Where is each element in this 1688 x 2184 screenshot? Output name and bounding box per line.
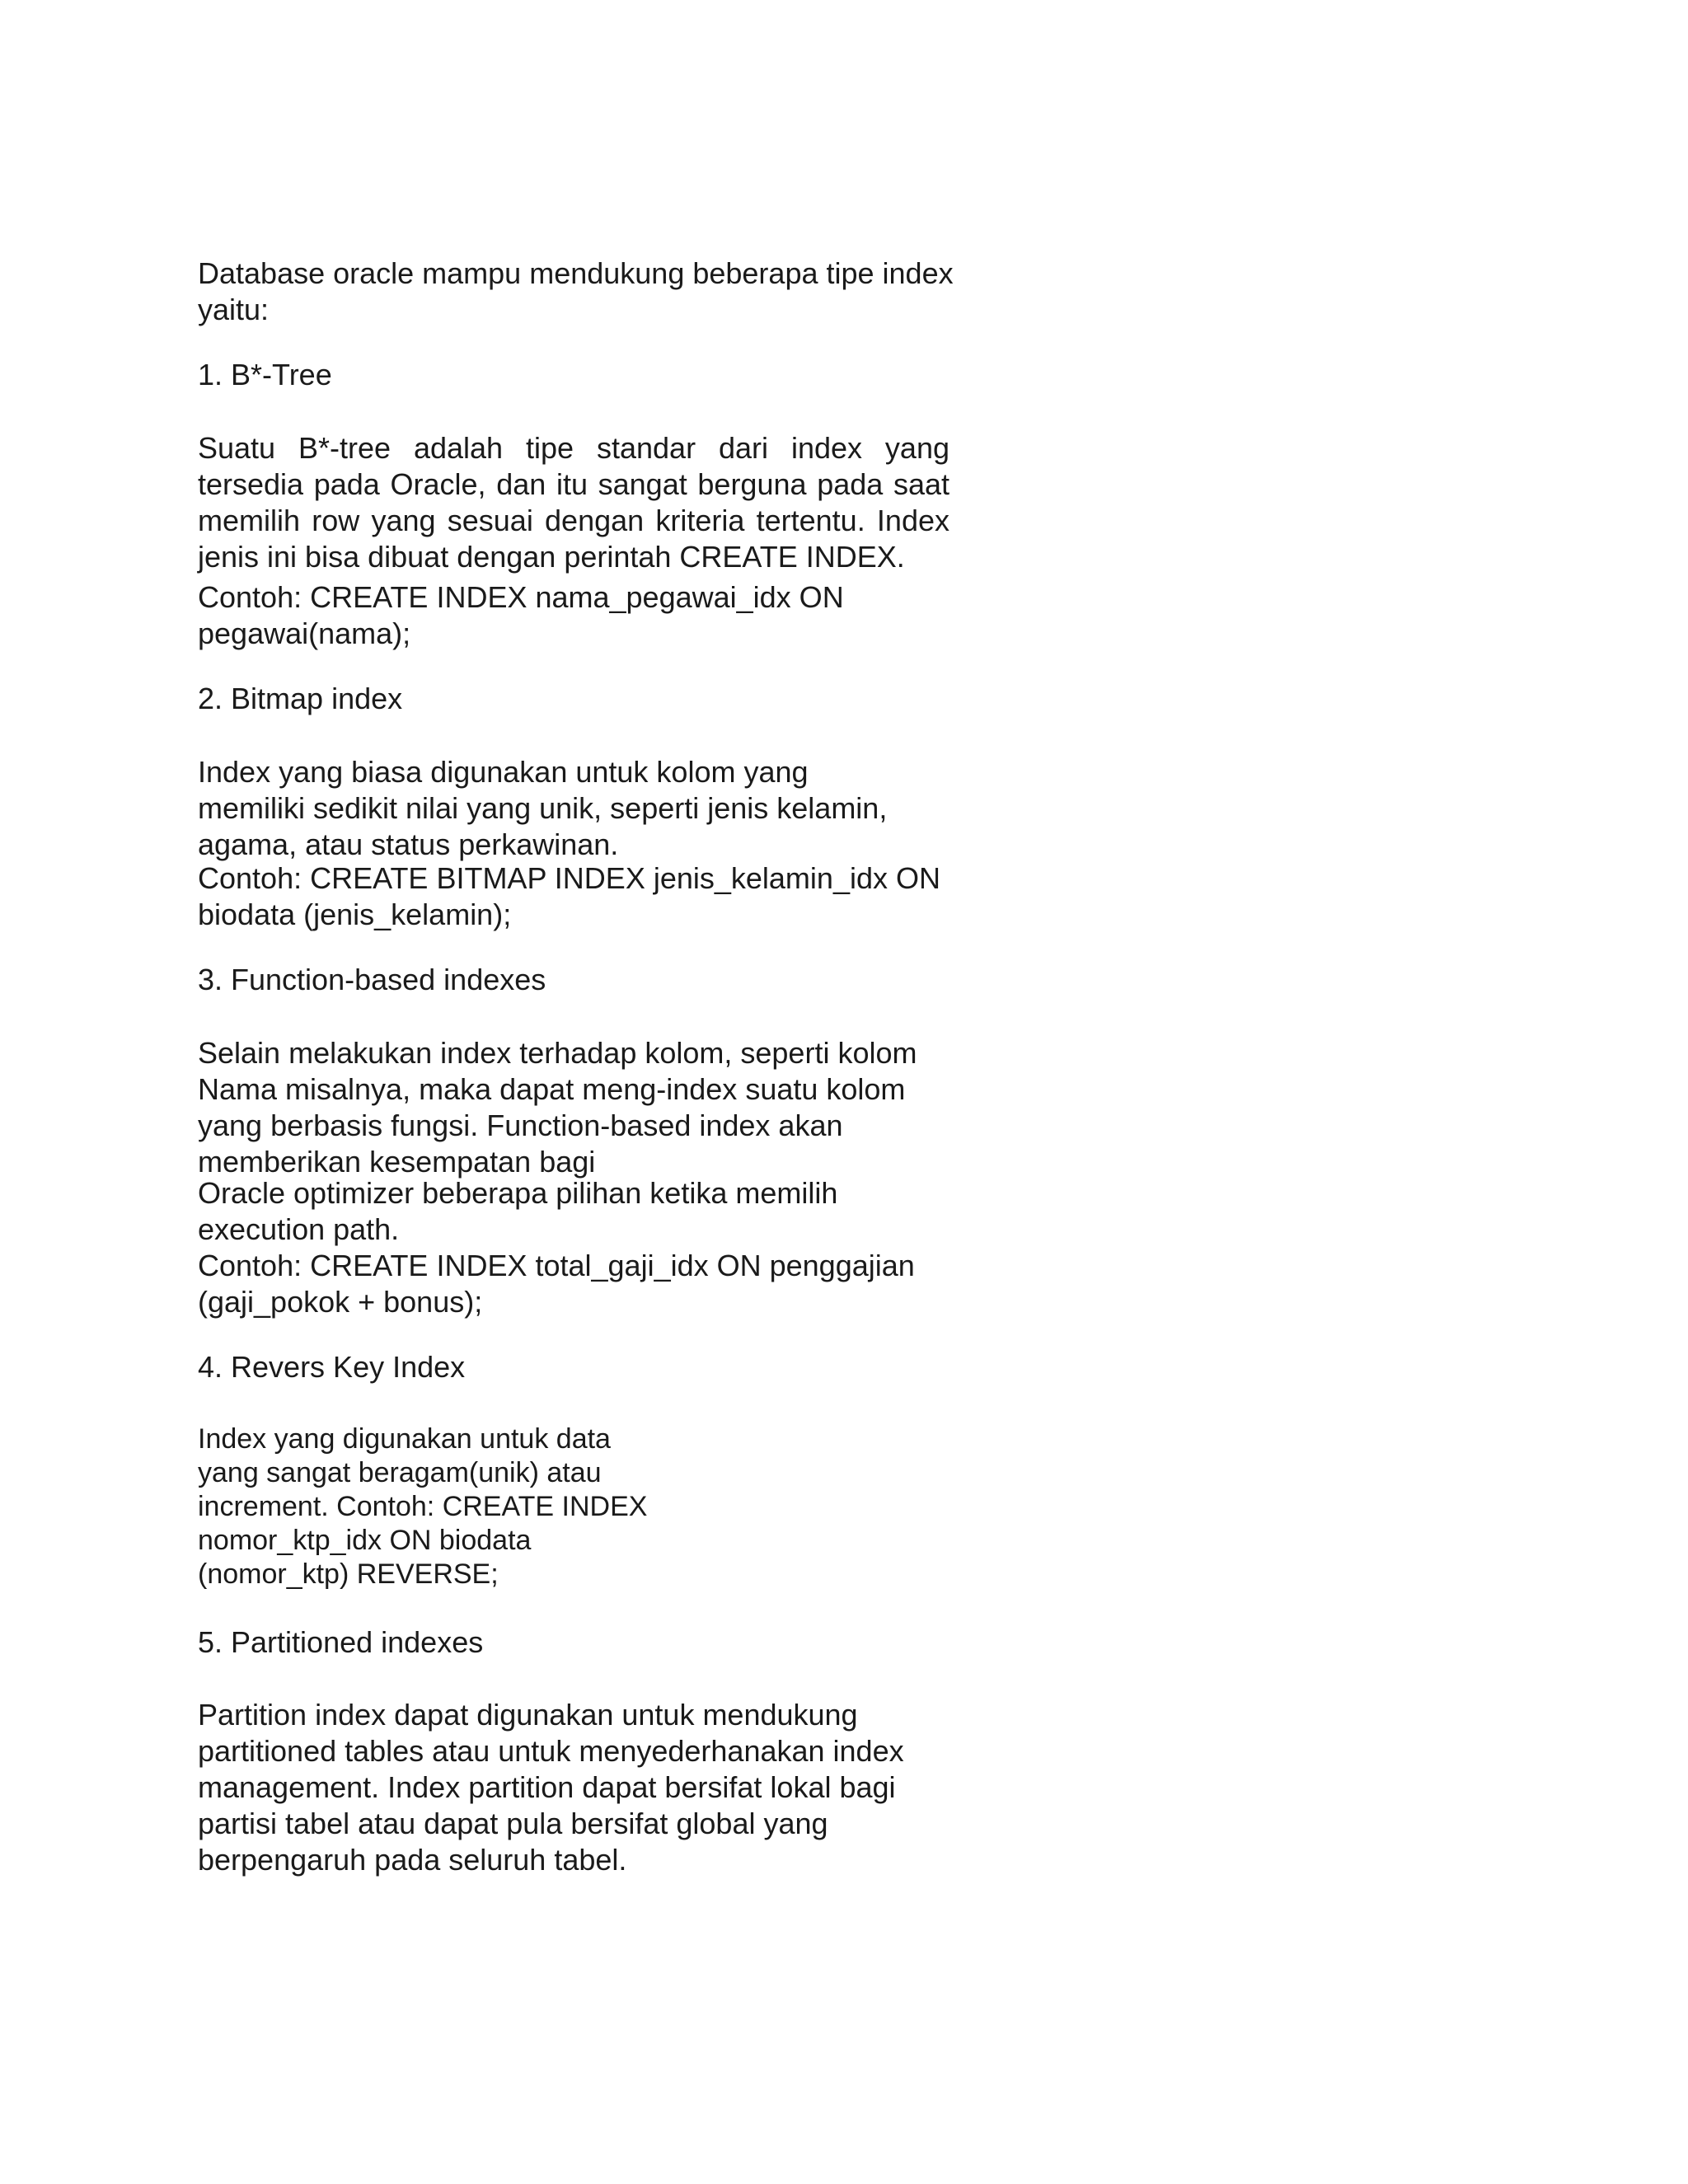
section-body-reverse-key: Index yang digunakan untuk data yang sangat beragam(unik) atau increment. Contoh: CREATE INDEX nomor_ktp_idx ON biodata (nomor_ktp) REVERSE; [198,1423,648,1590]
section-heading-btree: 1. B*-Tree [198,358,332,391]
section-heading-function-based: 3. Function-based indexes [198,963,546,996]
section-heading-partitioned: 5. Partitioned indexes [198,1625,484,1659]
intro-paragraph: Database oracle mampu mendukung beberapa tipe index yaitu: [198,256,954,326]
section-heading-reverse-key: 4. Revers Key Index [198,1350,466,1384]
section-body-partitioned: Partition index dapat digunakan untuk mendukung partitioned tables atau untuk menyederhanakan index management. Index partition dapat bersifat lokal bagi partisi tabel atau dapat pula bersifat global yang berpengaruh pada seluruh tabel. [198,1698,904,1877]
section-body2-function-based: Oracle optimizer beberapa pilihan ketika memilih execution path. [198,1176,838,1246]
section-body-bitmap: Index yang biasa digunakan untuk kolom yang memiliki sedikit nilai yang unik, seperti jenis kelamin, agama, atau status perkawinan. [198,755,888,861]
section-body-function-based: Selain melakukan index terhadap kolom, seperti kolom Nama misalnya, maka dapat meng-index suatu kolom yang berbasis fungsi. Function-based index akan memberikan kesempatan bagi [198,1036,917,1179]
section-example-function-based: Contoh: CREATE INDEX total_gaji_idx ON penggajian (gaji_pokok + bonus); [198,1249,915,1319]
section-example-btree: Contoh: CREATE INDEX nama_pegawai_idx ON pegawai(nama); [198,580,844,650]
section-body-btree: Suatu B*-tree adalah tipe standar dari index yang tersedia pada Oracle, dan itu sangat berguna pada saat memilih row yang sesuai dengan kriteria tertentu. Index jenis ini bisa dibuat dengan perintah CREATE INDEX. [198,431,950,574]
section-example-bitmap: Contoh: CREATE BITMAP INDEX jenis_kelamin_idx ON biodata (jenis_kelamin); [198,861,940,931]
section-heading-bitmap: 2. Bitmap index [198,682,403,715]
